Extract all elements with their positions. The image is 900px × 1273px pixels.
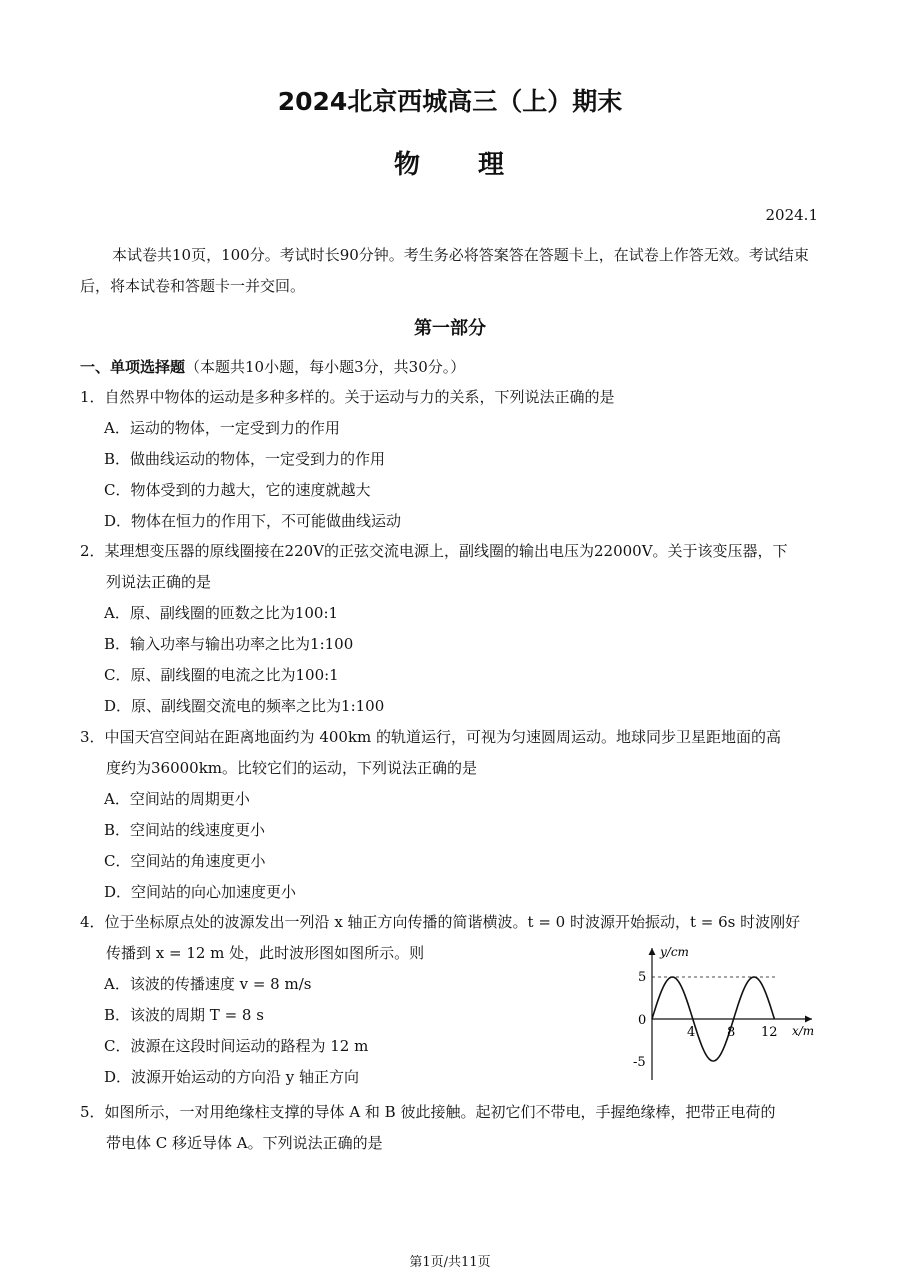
question-3-option-a: A．空间站的周期更小: [104, 790, 250, 808]
question-2-stem-cont: 列说法正确的是: [106, 573, 212, 591]
question-3-stem-cont: 度约为36000km。比较它们的运动，下列说法正确的是: [106, 759, 478, 777]
question-2-option-a: A．原、副线圈的匝数之比为100:1: [104, 604, 339, 622]
exam-instructions: 本试卷共10页，100分。考试时长90分钟。考生务必将答案答在答题卡上，在试卷上作答无效。考试结束后，将本试卷和答题卡一并交回。: [80, 246, 809, 295]
section-note: （本题共10小题，每小题3分，共30分。）: [185, 358, 466, 376]
section-heading: [80, 356, 465, 377]
y-tick-5: 5: [638, 970, 647, 985]
subject-title: 物 理: [393, 150, 506, 180]
question-3-option-d: D．空间站的向心加速度更小: [104, 883, 297, 901]
section-label: 一、单项选择题: [80, 358, 186, 376]
question-1-option-b: B．做曲线运动的物体，一定受到力的作用: [104, 450, 386, 468]
question-2-stem: 2．某理想变压器的原线圈接在220V的正弦交流电源上，副线圈的输出电压为22000V。关于该变压器，下: [80, 542, 788, 560]
question-5-stem-cont: 带电体 C 移近导体 A。下列说法正确的是: [106, 1134, 383, 1152]
question-4-stem: 4．位于坐标原点处的波源发出一列沿 x 轴正方向传播的简谐横波。t = 0 时波源开始振动，t = 6s 时波刚好: [80, 913, 801, 931]
question-1-stem: 1．自然界中物体的运动是多种多样的。关于运动与力的关系，下列说法正确的是: [80, 388, 615, 406]
question-3-stem: 3．中国天宫空间站在距离地面约为 400km 的轨道运行，可视为匀速圆周运动。地球同步卫星距地面的高: [80, 728, 782, 746]
x-tick-8: 8: [727, 1025, 736, 1040]
question-4-option-d: D．波源开始运动的方向沿 y 轴正方向: [104, 1068, 360, 1086]
question-1-option-a: A．运动的物体，一定受到力的作用: [104, 419, 340, 437]
question-5-stem: 5．如图所示，一对用绝缘柱支撑的导体 A 和 B 彼此接触。起初它们不带电，手握绝缘棒，把带正电荷的: [80, 1103, 776, 1121]
question-3-option-b: B．空间站的线速度更小: [104, 821, 266, 839]
question-2-option-b: B．输入功率与输出功率之比为1:100: [104, 635, 354, 653]
question-1-option-c: C．物体受到的力越大，它的速度就越大: [104, 481, 371, 499]
question-2-option-c: C．原、副线圈的电流之比为100:1: [104, 666, 339, 684]
question-1-option-d: D．物体在恒力的作用下，不可能做曲线运动: [104, 512, 402, 530]
question-4-option-c: C．波源在这段时间运动的路程为 12 m: [104, 1037, 369, 1055]
wave-graph: [630, 940, 820, 1085]
question-4-option-a: A．该波的传播速度 v = 8 m/s: [104, 975, 312, 993]
x-tick-12: 12: [761, 1025, 778, 1040]
question-3-option-c: C．空间站的角速度更小: [104, 852, 266, 870]
exam-title: 2024北京西城高三（上）期末: [277, 87, 623, 116]
question-4-stem-cont: 传播到 x = 12 m 处，此时波形图如图所示。则: [106, 944, 425, 962]
x-tick-4: 4: [687, 1025, 696, 1040]
question-4-option-b: B．该波的周期 T = 8 s: [104, 1006, 264, 1024]
x-axis-label: x/m: [792, 1024, 815, 1038]
exam-date: 2024.1: [765, 206, 818, 224]
question-2-option-d: D．原、副线圈交流电的频率之比为1:100: [104, 697, 385, 715]
y-tick-0: 0: [638, 1013, 647, 1028]
part-title: 第一部分: [414, 318, 486, 339]
y-axis-label: y/cm: [660, 945, 689, 959]
page-footer: 第1页/共11页: [409, 1255, 491, 1270]
y-tick-neg5: -5: [633, 1055, 646, 1070]
